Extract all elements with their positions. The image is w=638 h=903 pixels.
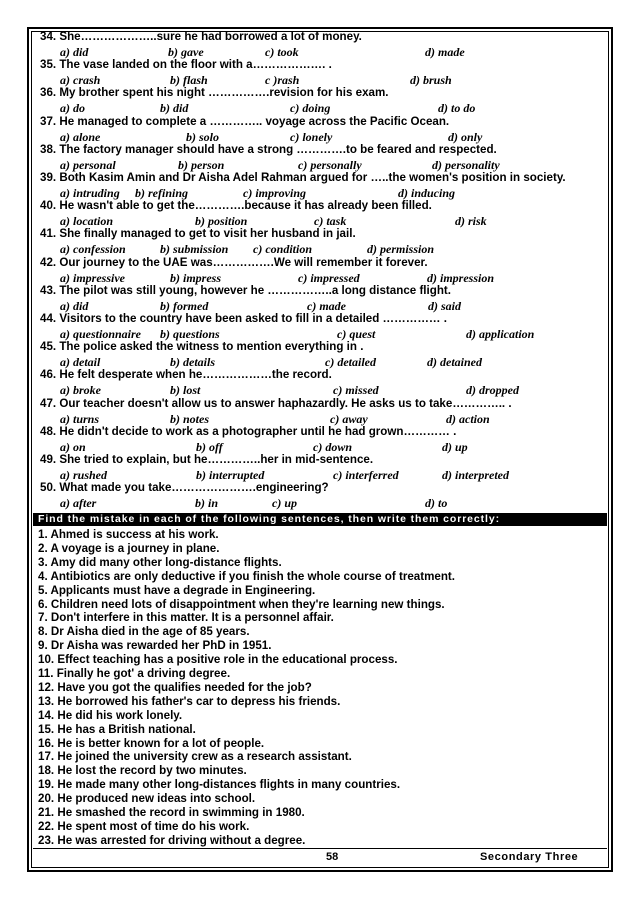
answer-option: c) doing — [290, 101, 331, 116]
answer-option: d) application — [466, 327, 535, 341]
answer-option: a) confession — [60, 242, 126, 257]
question-text: 49. She tried to explain, but he…………..her in mid-sentence. — [40, 453, 374, 466]
answer-option: a) did — [60, 298, 89, 313]
answer-option: b) gave — [168, 45, 204, 59]
sentence-item: 17. He joined the university crew as a research assistant. — [38, 750, 352, 764]
answer-option: d) up — [442, 439, 468, 454]
answer-option: a) do — [60, 101, 85, 116]
answer-option: c) down — [313, 439, 352, 454]
question-text: 35. The vase landed on the floor with a………………. . — [40, 58, 332, 72]
answer-option: c) missed — [333, 383, 379, 398]
question-text: 38. The factory manager should have a strong ………….to be feared and respected. — [40, 142, 497, 156]
answer-option: a) after — [60, 496, 97, 511]
answer-option: d) interpreted — [442, 468, 509, 482]
answer-option: b) flash — [170, 73, 208, 88]
sentence-item: 11. Finally he got' a driving degree. — [38, 667, 231, 680]
answer-option: a) broke — [60, 383, 101, 398]
answer-option: d) said — [428, 298, 461, 313]
answer-option: c) impressed — [298, 270, 360, 285]
question-text: 48. He didn't decide to work as a photographer until he had grown………… . — [40, 424, 457, 438]
sentence-item: 13. He borrowed his father's car to depress his friends. — [38, 694, 341, 708]
question-text: 47. Our teacher doesn't allow us to answer haphazardly. He asks us to take………….. . — [40, 396, 512, 410]
answer-option: a) impressive — [60, 270, 125, 285]
answer-option: d) risk — [455, 214, 487, 229]
answer-option: b) did — [160, 101, 189, 116]
sentence-item: 6. Children need lots of disappointment when they're learning new things. — [38, 597, 445, 611]
answer-option: d) detained — [427, 355, 482, 370]
answer-option: c) interferred — [333, 468, 399, 482]
answer-option: d) made — [425, 45, 465, 59]
answer-option: b) submission — [160, 242, 229, 257]
answer-option: a) turns — [60, 411, 100, 426]
question-text: 39. Both Kasim Amin and Dr Aisha Adel Rahman argued for …..the women's position in society. — [40, 171, 566, 184]
answer-option: a) location — [60, 214, 113, 229]
sentence-item: 20. He produced new ideas into school. — [38, 792, 256, 806]
answer-option: b) person — [178, 157, 225, 172]
answer-option: c) away — [330, 411, 368, 426]
answer-option: b) refining — [135, 186, 189, 200]
answer-option: a) detail — [60, 355, 101, 370]
question-text: 41. She finally managed to get to visit her husband in jail. — [40, 227, 356, 241]
question-text: 44. Visitors to the country have been asked to fill in a detailed …………… . — [40, 312, 447, 325]
answer-option: d) only — [448, 129, 483, 144]
answer-option: d) action — [446, 411, 490, 426]
answer-option: d) to — [425, 496, 448, 511]
footer-level: Secondary Three — [480, 851, 579, 863]
question-text: 37. He managed to complete a ………….. voyage across the Pacific Ocean. — [40, 114, 450, 128]
answer-option: b) position — [195, 214, 248, 229]
question-text: 34. She………………..sure he had borrowed a lot of money. — [40, 30, 362, 43]
answer-option: d) personality — [432, 157, 500, 172]
sentence-item: 19. He made many other long-distances flights in many countries. — [38, 778, 401, 792]
answer-option: c) improving — [243, 186, 306, 200]
answer-option: a) crash — [60, 73, 101, 88]
answer-option: a) did — [60, 45, 89, 59]
question-text: 42. Our journey to the UAE was…………….We will remember it forever. — [40, 255, 428, 269]
answer-option: d) to do — [438, 101, 476, 116]
answer-option: c) made — [307, 298, 346, 313]
answer-option: b) formed — [160, 298, 209, 313]
question-text: 36. My brother spent his night …………….revision for his exam. — [40, 86, 389, 100]
answer-option: d) brush — [410, 73, 452, 88]
answer-option: a) alone — [60, 129, 101, 144]
sentence-item: 9. Dr Aisha was rewarded her PhD in 1951. — [38, 639, 272, 653]
answer-option: c) task — [314, 214, 347, 229]
answer-option: a) questionnaire — [60, 327, 142, 341]
sentence-item: 12. Have you got the qualifies needed for the job? — [38, 680, 312, 694]
answer-option: b) in — [195, 496, 219, 511]
answer-option: b) notes — [170, 411, 209, 426]
answer-option: b) interrupted — [196, 468, 265, 482]
answer-option: a) on — [60, 439, 86, 454]
answer-option: d) permission — [367, 242, 435, 257]
sentence-item: 16. He is better known for a lot of people. — [38, 736, 265, 750]
sentence-item: 10. Effect teaching has a positive role in the educational process. — [38, 653, 398, 667]
answer-option: c) condition — [253, 242, 312, 257]
sentence-item: 18. He lost the record by two minutes. — [38, 764, 247, 778]
answer-option: c) quest — [337, 327, 376, 341]
answer-option: d) dropped — [466, 383, 519, 398]
sentence-item: 14. He did his work lonely. — [38, 708, 183, 722]
answer-option: c )rash — [265, 73, 300, 88]
answer-option: d) inducing — [398, 186, 456, 200]
question-text: 46. He felt desperate when he………………the record. — [40, 368, 332, 382]
sentence-item: 4. Antibiotics are only deductive if you finish the whole course of treatment. — [38, 569, 456, 583]
answer-option: a) personal — [60, 157, 116, 172]
answer-option: b) questions — [160, 327, 220, 341]
answer-option: d) impression — [427, 270, 495, 285]
question-text: 50. What made you take………………….engineering? — [40, 481, 329, 495]
question-text: 45. The police asked the witness to mention everything in . — [40, 340, 364, 354]
answer-option: c) up — [272, 496, 297, 511]
question-text: 43. The pilot was still young, however he ……………..a long distance flight. — [40, 283, 451, 297]
sentence-item: 23. He was arrested for driving without a degree. — [38, 833, 306, 847]
answer-option: c) lonely — [290, 129, 333, 144]
answer-option: b) details — [170, 355, 215, 370]
sentence-item: 7. Don't interfere in this matter. It is a personnel affair. — [38, 611, 334, 625]
answer-option: b) impress — [170, 270, 221, 285]
sentence-item: 8. Dr Aisha died in the age of 85 years. — [38, 625, 250, 639]
page-number: 58 — [326, 851, 339, 863]
answer-option: a) intruding — [60, 186, 120, 200]
sentence-item: 3. Amy did many other long-distance flights. — [38, 555, 282, 569]
answer-option: a) rushed — [60, 468, 108, 482]
section-heading: Find the mistake in each of the following sentences, then write them correctly: — [38, 513, 501, 525]
sentence-item: 2. A voyage is a journey in plane. — [38, 541, 220, 555]
sentence-item: 1. Ahmed is success at his work. — [38, 528, 219, 541]
answer-option: c) personally — [298, 157, 362, 172]
footer-divider — [33, 848, 607, 849]
answer-option: b) off — [196, 439, 223, 454]
sentence-item: 22. He spent most of time do his work. — [38, 819, 250, 833]
answer-option: b) lost — [170, 383, 201, 398]
sentence-item: 21. He smashed the record in swimming in 1980. — [38, 806, 305, 819]
answer-option: b) solo — [186, 129, 219, 144]
question-text: 40. He wasn't able to get the………….because it has already been filled. — [40, 199, 432, 213]
sentence-item: 15. He has a British national. — [38, 722, 196, 736]
answer-option: c) detailed — [325, 355, 376, 370]
answer-option: c) took — [265, 45, 299, 59]
sentence-item: 5. Applicants must have a degrade in Engineering. — [38, 583, 316, 597]
